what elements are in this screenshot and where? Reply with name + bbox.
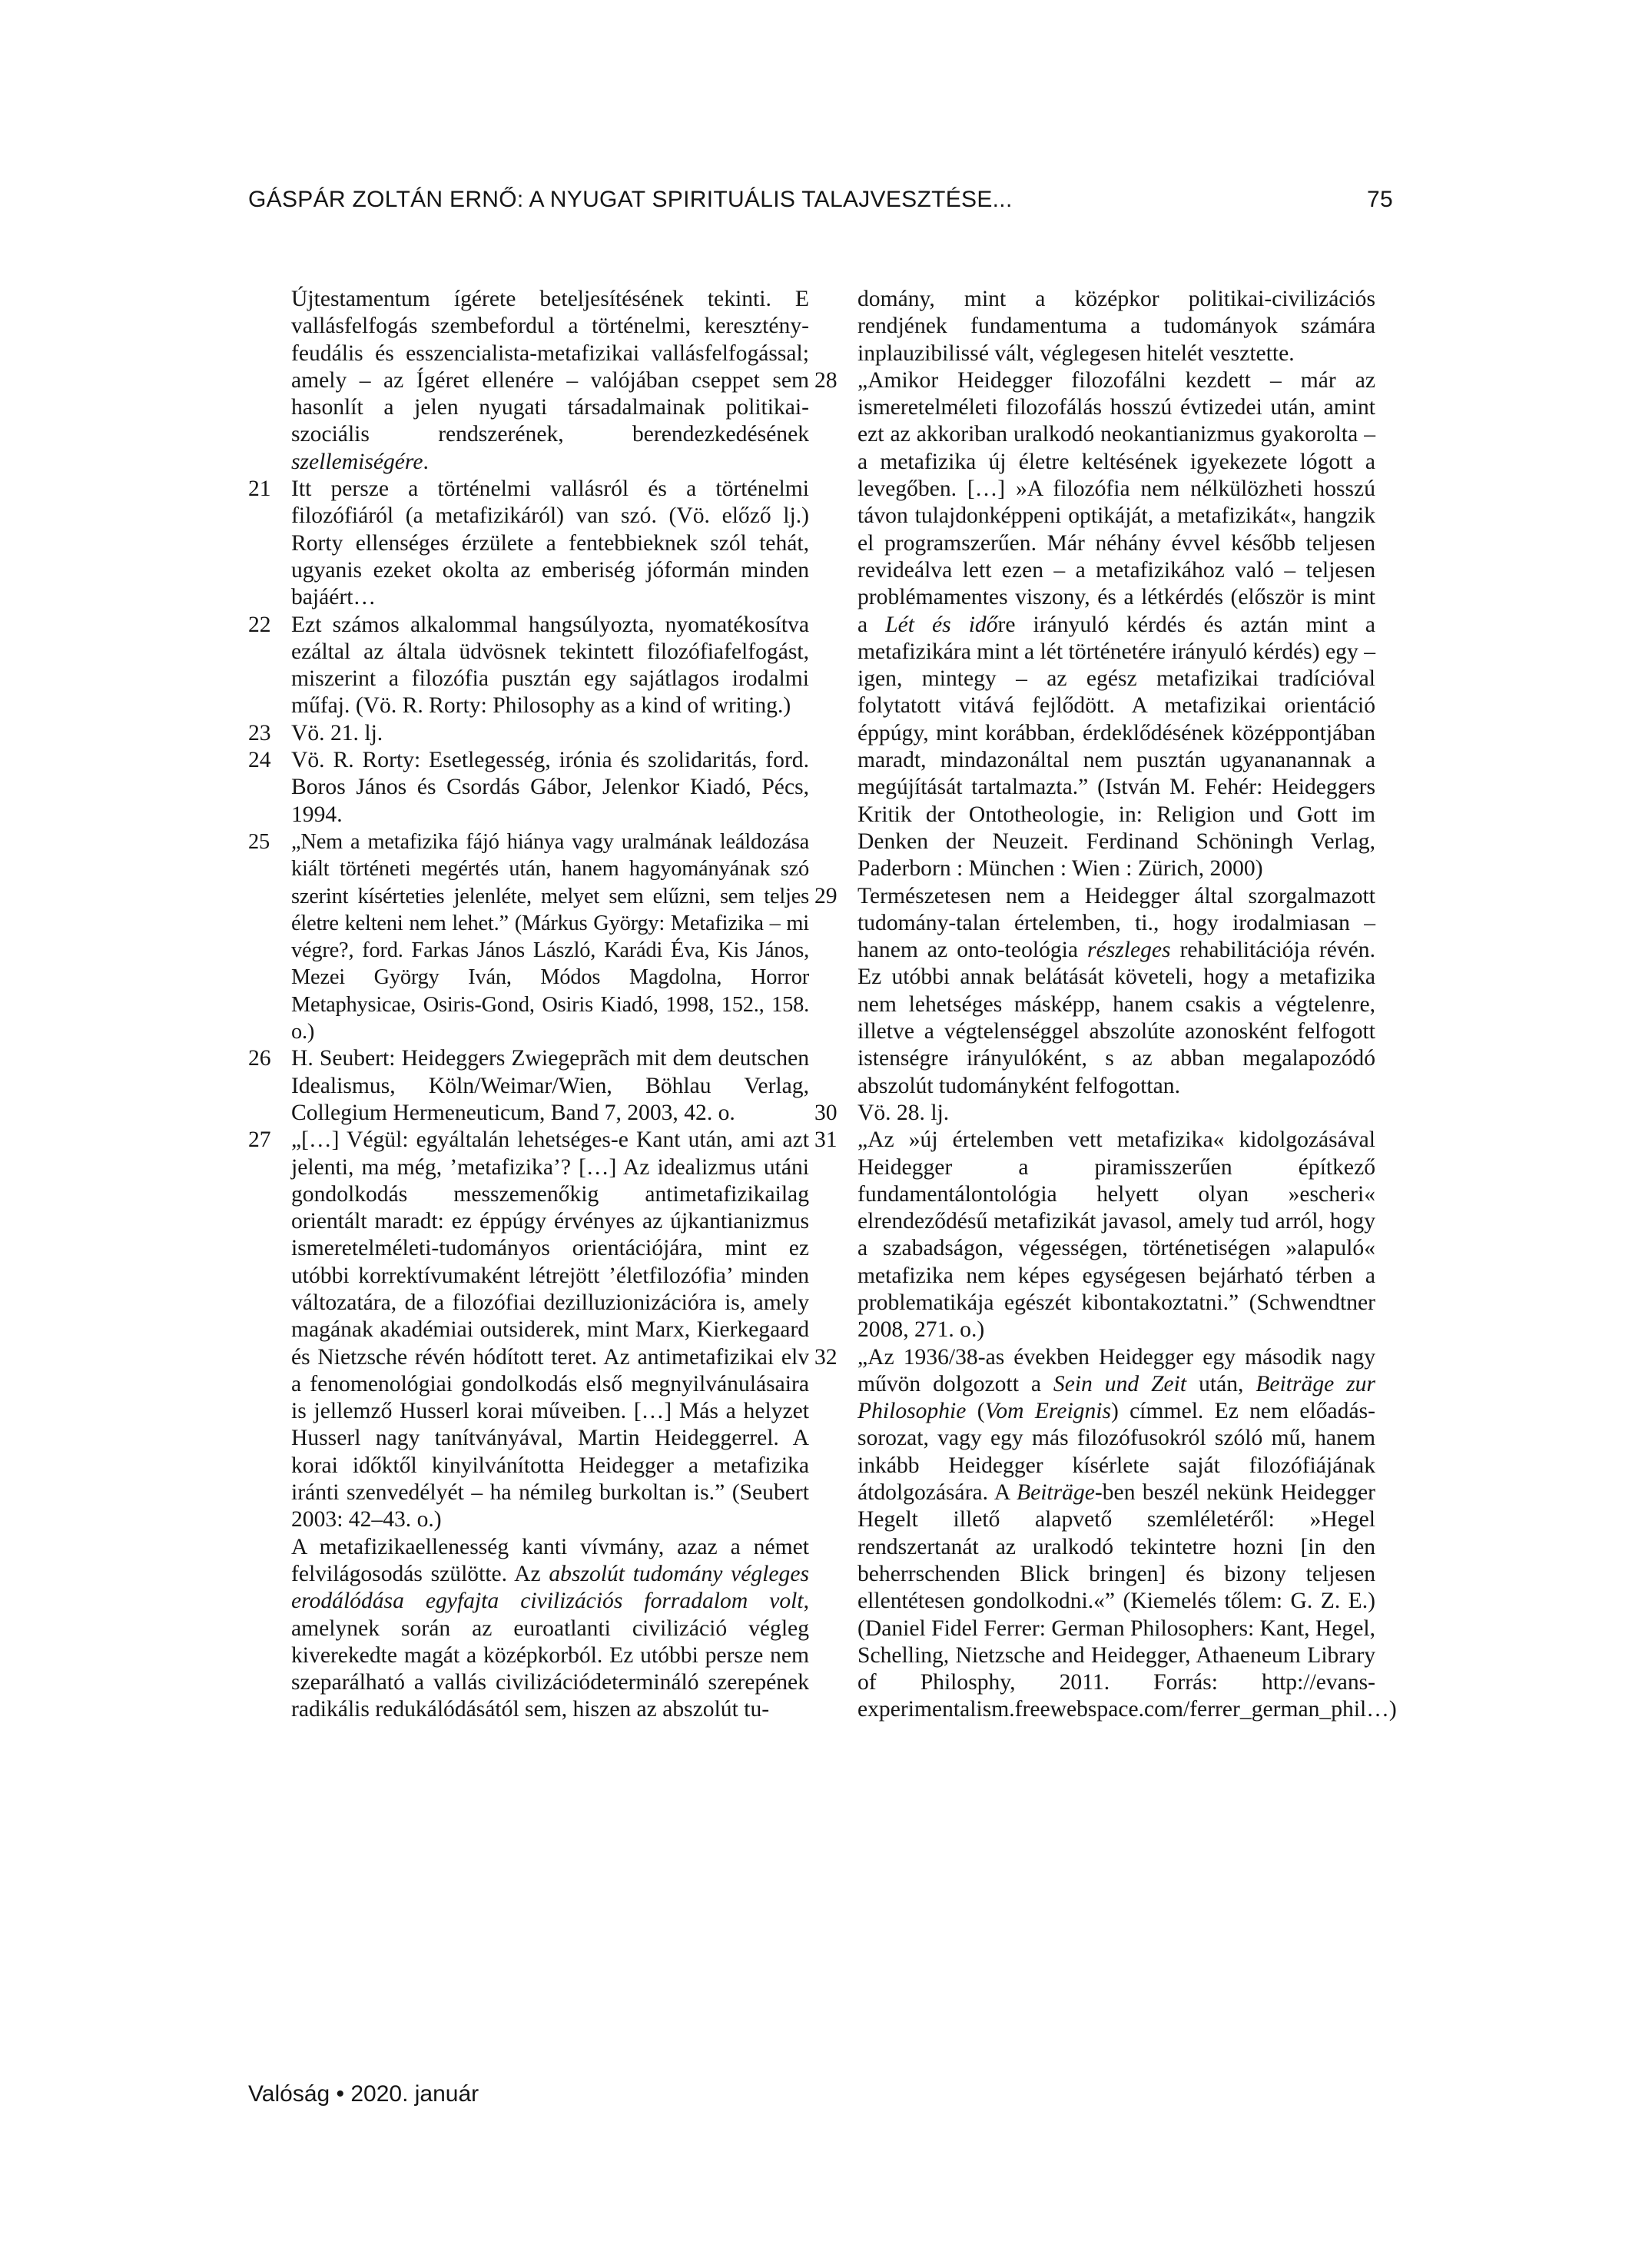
footnote-21 [248,476,809,611]
footnote-26 [248,1045,809,1127]
footnote-text: „Az »új értelemben vett metafizika« kidolgozásával Heidegger a piramisszerűen építkező fundamentálontológia helyett olyan »escheri« elrendeződésű metafizikát javasol, amely tud arról, hogy a szabadságon, végességen, történetiségen »alapuló« metafizika nem képes egységesen bejárható térben a problematikája egészét kibontakoztatni.” (Schwendtner 2008, 271. o.) [857,1127,1375,1343]
footnote-number: 25 [248,829,270,854]
footnote-text: Itt persze a történelmi vallásról és a történelmi filozófiáról (a metafizikáról) van szó. (Vö. előző lj.) Rorty ellenséges érzülete a fentebbieknek szól tehát, ugyanis ezeket okolta az emberiség jóformán minden bajáért… [291,477,809,610]
footnote-31 [814,1127,1375,1343]
footnote-text: Vö. 28. lj. [857,1100,950,1125]
running-head [248,187,1393,213]
footnote-number: 28 [814,367,838,393]
footnote-number: 26 [248,1046,271,1071]
footnote-number: 21 [248,477,271,502]
footnote-text: Vö. R. Rorty: Esetlegesség, irónia és szolidaritás, ford. Boros János és Csordás Gábor, Jelenkor Kiadó, Pécs, 1994. [291,748,809,827]
running-title: GÁSPÁR ZOLTÁN ERNŐ: A NYUGAT SPIRITUÁLIS TALAJVESZTÉSE... [248,187,1013,212]
emphasis: Beiträge zur Philosophie [857,1371,1375,1424]
footnote-32: 32 „Az 1936/38-as években Heidegger egy második nagy művön dolgozott a Sein und Zeit után, Beiträge zur Philosophie (Vom Ereignis) címmel. Ez nem előadás-sorozat, vagy egy más filozófusokról szóló mű, hanem inkább Heidegger kísérlete saját filozófiájának átdolgozására. A Beiträge-ben beszél nekünk Heidegger Hegelt illető alapvető szemléletéről: »Hegel rendszertanát az uralkodó tekintetre hozni [in den beherrschenden Blick bringen] és bizony teljesen ellentétesen gondolkodni.«” (Kiemelés tőlem: G. Z. E.) (Daniel Fidel Ferrer: German Philosophers: Kant, Hegel, Schelling, Nietzsche and Heidegger, Athaeneum Library of Philosphy, 2011. Forrás: http://evans-experimentalism.freewebspace.com/ferrer_german_phil…) [814,1344,1397,1722]
footnote-number: 27 [248,1127,271,1153]
footnote-30 [814,1100,1375,1127]
footnote-22 [248,612,809,720]
emphasis: Lét és idő [885,612,998,637]
footnote-text: „[…] Végül: egyáltalán lehetséges-e Kant után, ami azt jelenti, ma még, ’metafizika’? […] Az idealizmus utáni gondolkodás messzemenőkig antimetafizikailag orientált maradt: ez éppúgy érvényes az újkantianizmus ismeretelméleti-tudományos orientációjára, mint ez utóbbi korrektívumaként létrejött ’életfilozófia’ minden változatára, de a filozófiai dezilluzionizációra is, amely magának akadémiai outsiderek, mint Marx, Kierkegaard és Nietzsche révén hódított teret. Az antimetafizikai elv a fenomenológiai gondolkodás első megnyilvánulásaira is jellemző Husserl korai műveiben. […] Más a helyzet Husserl nagy tanítványával, Martin Heideggerrel. A korai időktől kinyilvánította Heidegger a metafizika iránti szenvedélyét – ha némileg burkoltan is.” (Seubert 2003: 42–43. o.) [291,1127,809,1532]
footnote-number: 31 [814,1127,838,1153]
footnote-27 [248,1127,809,1533]
page-number: 75 [1367,187,1393,212]
footnote-23 [248,720,809,747]
footnote-number: 24 [248,748,271,773]
footnote-text: H. Seubert: Heideggers Zwiegeprãch mit dem deutschen Idealismus, Köln/Weimar/Wien, Böhlau Verlag, Collegium Hermeneuticum, Band 7, 2003, 42. o. [291,1046,809,1125]
emphasis: Sein und Zeit [1053,1371,1187,1396]
page-footer: Valóság • 2020. január [248,2081,479,2107]
emphasis: részleges [1087,938,1171,963]
footnote-number: 22 [248,612,271,637]
continued-paragraph: domány, mint a középkor politikai-civilizációs rendjének fundamentuma a tudományok számára inplauzibilissé vált, véglegesen hitelét vesztette. [857,287,1375,366]
footnote-text: Ezt számos alkalommal hangsúlyozta, nyomatékosítva ezáltal az általa üdvösnek tekintett filozófiafelfogást, miszerint a filozófia pusztán egy sajátlagos irodalmi műfaj. (Vö. R. Rorty: Philosophy as a kind of writing.) [291,612,809,719]
footnote-text: Vö. 21. lj. [291,720,383,745]
footnote-24 [248,747,809,829]
footnote-28: 28 „Amikor Heidegger filozofálni kezdett – már az ismeretelméleti filozofálás hosszú évtizedei után, amint ezt az akkoriban uralkodó neokantianizmus gyakorolta – a metafizika új életre keltésének igyekezete lógott a levegőben. […] »A filozófia nem nélkülözheti hosszú távon tulajdonképpeni optikáját, a metafizikát«, hangzik el programszerűen. Már néhány évvel később teljesen revideálva lett ezen – a metafizikához való – teljesen problémamentes viszony, és a létkérdés (először is mint a Lét és időre irányuló kérdés és aztán mint a metafizikára mint a lét történetére irányuló kérdés) egy – igen, mintegy – az egész metafizikai tradícióval folytatott vitává fejlődött. A metafizikai orientáció éppúgy, mint korábban, érdeklődésének középpontjában maradt, mindazonáltal nem pusztán ugyananannak a megújítását tartalmazta.” (István M. Fehér: Heideggers Kritik der Ontotheologie, in: Religion und Gott im Denken der Neuzeit. Ferdinand Schöningh Verlag, Paderborn : München : Wien : Zürich, 2000) [814,367,1375,882]
continued-note-text: Újtestamentum ígérete beteljesítésének tekinti. E vallásfelfogás szembefordul a történelmi, keresztény-feudális és esszencialista-metafizikai vallásfelfogással; amely – az Ígéret ellenére – valójában cseppet sem hasonlít a jelen nyugati társadalmainak politikai-szociális rendszerének, berendezkedésének szellemiségére. [291,287,809,474]
left-column [248,286,809,1724]
footnote-29: 29 Természetesen nem a Heidegger által szorgalmazott tudomány-talan értelemben, ti., hogy irodalmiasan – hanem az onto-teológia részleges rehabilitációja révén. Ez utóbbi annak belátását követeli, hogy a metafizika nem lehetséges másképp, hanem csakis a végtelenre, illetve a végtelenséggel abszolúte azonosként felfogott istenségre irányulóként, s az abban megalapozódó abszolút tudományként felfogottan. [814,883,1375,1098]
footnote-number: 29 [814,883,838,908]
emphasis: szellemiségére [291,449,423,474]
footnote-number: 23 [248,720,271,745]
footnote-27-paragraph: A metafizikaellenesség kanti vívmány, azaz a német felvilágosodás szülötte. Az abszolút tudomány végleges erodálódása egyfajta civilizációs forradalom volt, amelynek során az euroatlanti civilizáció végleg kiverekedte magát a középkorból. Ez utóbbi persze nem szeparálható a vallás civilizációdetermináló szerepének radikális redukálódásától sem, hiszen az abszolút tu- [291,1534,809,1722]
emphasis: Vom Ereignis [984,1399,1112,1424]
right-column [814,286,1397,1724]
footnote-text: „Nem a metafizika fájó hiánya vagy uralmának leáldozása kiált történeti megértés után, hanem hagyományának szó szerint kísérteties jelenléte, melyet sem elűzni, sem teljes életre kelteni nem lehet.” (Márkus György: Metafizika – mi végre?, ford. Farkas János László, Karádi Éva, Kis János, Mezei György Iván, Módos Magdolna, Horror Metaphysicae, Osiris-Gond, Osiris Kiadó, 1998, 152., 158. o.) [291,829,809,1044]
emphasis: Beiträge [1017,1480,1095,1506]
footnote-number: 32 [814,1344,838,1370]
footnote-number: 30 [814,1100,838,1125]
emphasis: abszolút tudomány végleges erodálódása egyfajta civilizációs forradalom volt [291,1561,809,1614]
footnote-25 [248,829,809,1045]
